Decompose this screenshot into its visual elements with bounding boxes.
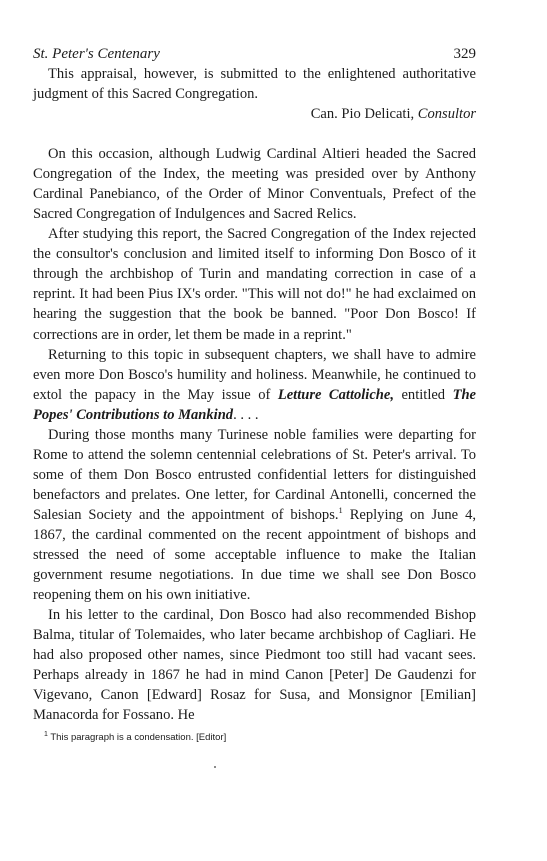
signature-name: Can. Pio Delicati, xyxy=(310,106,418,123)
paragraph-5: In his letter to the cardinal, Don Bosco had also recommended Bishop Balma, titular of Tolemaides, who later became archbishop of Cagliari. He had also proposed other names, since Piedmont too still had vacant sees. Perhaps already in 1867 he had in mind Canon [Peter] De Gaudenzi for Vigevano, Canon [Edward] Rosaz for Susa, and Monsignor [Emilian] Manacorda for Fossano. He xyxy=(33,607,476,724)
paragraph-4-text-a: During those months many Turinese noble families were departing for Rome to attend the solemn centennial celebrations of St. Peter's arrival. To some of them Don Bosco entrusted confidential letters for distinguished benefactors and prelates. One letter, for Cardinal Antonelli, concerned the Salesian Society and the appointment of bishops. xyxy=(33,426,476,523)
paragraph-4 xyxy=(33,425,476,605)
paragraph-2: After studying this report, the Sacred Congregation of the Index rejected the consultor's conclusion and limited itself to informing Don Bosco of it through the archbishop of Turin and mandating correction in case of a reprint. It had been Pius IX's order. "This will not do!" he had exclaimed on hearing the suggestion that the book be banned. "Poor Don Bosco! If corrections are in order, let them be made in a reprint." xyxy=(33,226,476,343)
footnote-mark: 1 xyxy=(44,731,48,739)
book-page xyxy=(33,44,476,746)
section-gap xyxy=(33,124,476,144)
footnote-text: This paragraph is a condensation. [Editor] xyxy=(47,732,227,744)
footnote-reference: 1 xyxy=(338,505,343,516)
print-speck xyxy=(214,766,216,768)
page-number: 329 xyxy=(453,46,476,62)
issue-title: The Popes' Contributions to Mankind xyxy=(33,386,476,423)
signature-role: Consultor xyxy=(417,106,476,123)
running-header xyxy=(33,44,476,64)
paragraph-3-ellipsis: . . . . xyxy=(233,406,259,423)
periodical-title: Letture Cattoliche, xyxy=(277,386,394,403)
running-title: St. Peter's Centenary xyxy=(33,46,160,62)
signature-line xyxy=(33,104,476,124)
continuation-paragraph: This appraisal, however, is submitted to the enlightened authoritative judgment of this Sacred Congregation. xyxy=(33,66,476,103)
page-body xyxy=(33,64,476,725)
paragraph-3-text-a: Returning to this topic in subsequent chapters, we shall have to admire even more Don Bosco's humility and holiness. Meanwhile, he continued to extol the papacy in the May issue of xyxy=(33,346,476,403)
footnote xyxy=(33,728,476,745)
paragraph-3 xyxy=(33,345,476,425)
paragraph-3-text-c: entitled xyxy=(393,386,453,403)
paragraph-4-text-b: Replying on June 4, 1867, the cardinal commented on the recent appointment of bishops and stressed the need of some acceptable influence to make the Italian government resume negotiations. In due time we shall see Don Bosco reopening them on his own initiative. xyxy=(33,506,476,604)
paragraph-1: On this occasion, although Ludwig Cardinal Altieri headed the Sacred Congregation of the Index, the meeting was presided over by Anthony Cardinal Panebianco, of the Order of Minor Conventuals, Prefect of the Sacred Congregation of Indulgences and Sacred Relics. xyxy=(33,146,476,223)
